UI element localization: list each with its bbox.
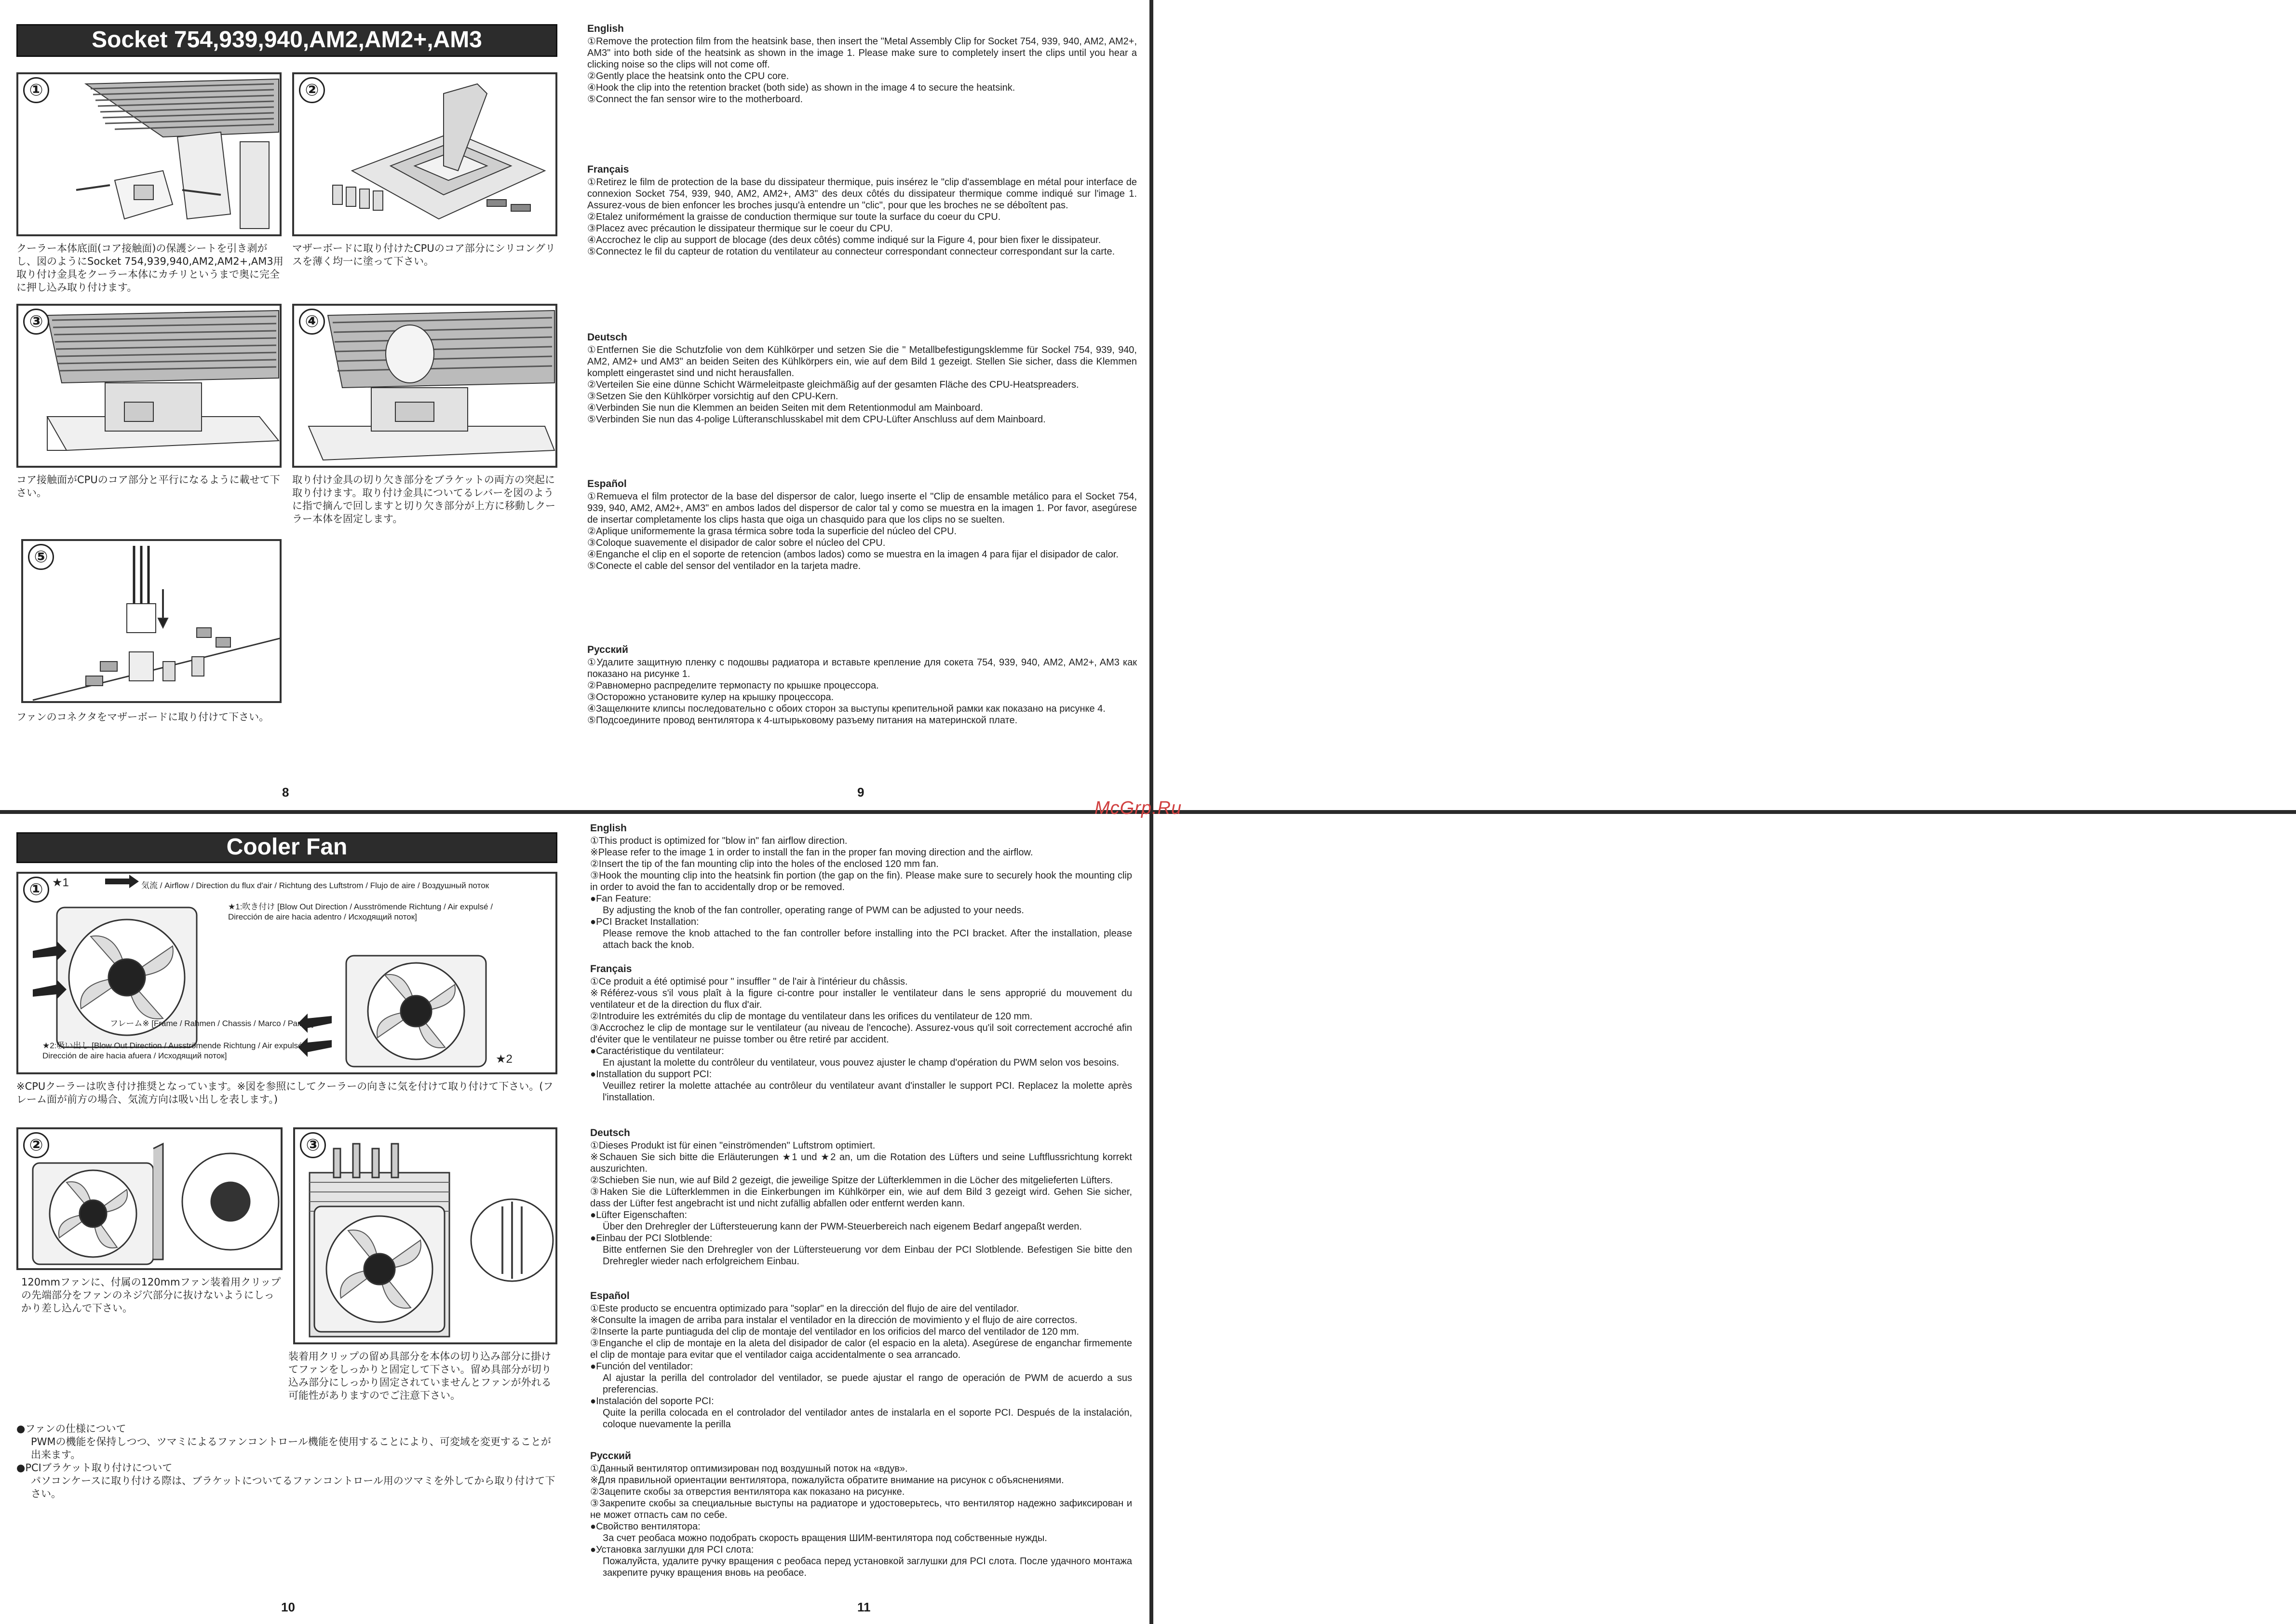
fan-figure-2 [16,1127,283,1270]
fan-lang-french [590,963,1132,1103]
instruction-line: ①Este producto se encuentra optimizado para "soplar" en la dirección del flujo de aire del ventilador. [590,1303,1019,1314]
page-number-8: 8 [282,785,289,799]
instruction-line: ②Aplique uniformemente la grasa térmica sobre toda la superficie del núcleo del CPU. [587,526,957,537]
socket-lang-german [587,332,1137,425]
instruction-line: ④Enganche el clip en el soporte de retencion (ambos lados) como se muestra en la imagen 4 para fijar el disipador de calor. [587,549,1119,560]
lang-heading: Deutsch [587,332,627,343]
socket-figure-2-caption: マザーボードに取り付けたCPUのコア部分にシリコングリスを薄く均一に塗って下さい。 [292,243,555,267]
figure-number: ③ [300,1132,326,1158]
instruction-line: ●Установка заглушки для PCI слота: [590,1544,754,1555]
instruction-line: ②Verteilen Sie eine dünne Schicht Wärmeleitpaste gleichmäßig auf der gesamten Fläche des CPU-Heatspreaders. [587,379,1079,390]
lang-heading: Français [590,963,632,974]
figure-number: ② [299,77,325,103]
instruction-line: ①Dieses Produkt ist für einen "einströmenden" Luftstrom optimiert. [590,1140,876,1151]
instruction-line: ②Etalez uniformément la graisse de conduction thermique sur toute la surface du coeur du CPU. [587,212,1001,222]
instruction-line: ●Installation du support PCI: [590,1069,712,1080]
instruction-line: ③Осторожно установите кулер на крышку процессора. [587,692,834,703]
lang-heading: Français [587,164,629,175]
instruction-line: ④Accrochez le clip au support de blocage (des deux côtés) comme indiqué sur la Figure 4, pour bien fixer le dissipateur. [587,235,1101,245]
instruction-line: За счет реобаса можно подобрать скорость вращения ШИМ-вентилятора под собственные нужды. [603,1533,1047,1543]
lang-heading: Español [590,1290,630,1301]
socket-figure-1-caption: クーラー本体底面(コア接触面)の保護シートを引き剥がし、図のようにSocket 754,939,940,AM2,AM2+,AM3用取り付け金具をクーラー本体にカチリというまで奥に完全に押し込み取り付けます。 [16,243,284,293]
clip-hook-illustration [294,306,557,468]
instruction-line: ●Instalación del soporte PCI: [590,1396,714,1407]
fan-clip-illustration [18,1129,283,1270]
socket-lang-french [587,164,1137,257]
instruction-line: ①Retirez le film de protection de la base du dissipateur thermique, puis insérez le "clip d'assemblage en métal pour interface de connexion Socket 754, 939, 940, AM2, AM2+, AM3" des deux côtés du dissipateur thermique comme indiqué sur l'image 1. Assurez-vous de bien enfoncer les broches jusqu'à entendre un "clic", pour que les broches ne se déboîtent pas. [587,177,1137,211]
socket-figure-3 [16,304,282,468]
instruction-line: ③Accrochez le clip de montage sur le ventilateur (au niveau de l'encoche). Assurez-vous qu'il soit correctement accroché afin d'éviter que le ventilateur ne puisse tomber ou être retiré par accident. [590,1023,1132,1045]
figure-number: ③ [23,309,49,335]
socket-figure-5-caption: ファンのコネクタをマザーボードに取り付けて下さい。 [16,711,270,723]
instruction-line: ●PCI Bracket Installation: [590,917,699,927]
instruction-line: ③Setzen Sie den Kühlkörper vorsichtig auf den CPU-Kern. [587,391,838,402]
airflow-frame: フレーム※ [Frame / Rahmen / Chassis / Marco / Рамка] [110,1019,314,1028]
instruction-line: ③Закрепите скобы за специальные выступы на радиаторе и удостоверьтесь, что вентилятор надежно зафиксирован и не может отпасть сам по себе. [590,1498,1132,1520]
fan-figure-3 [293,1127,557,1344]
instruction-line: ⑤Connectez le fil du capteur de rotation du ventilateur au connecteur correspondant connecteur correspondant sur la carte. [587,246,1115,257]
socket-figure-4 [292,304,557,468]
instruction-line: ①Remove the protection film from the heatsink base, then insert the "Metal Assembly Clip for Socket 754, 939, 940, AM2, AM2+, AM3" into both side of the heatsink as shown in the image 1. Please make sure to completely insert the clips until you hear a clicking noise so the clips will not come off. [587,36,1137,70]
instruction-line: ●Einbau der PCI Slotblende: [590,1233,713,1244]
instruction-line: Veuillez retirer la molette attachée au contrôleur du ventilateur avant d'installer le support PCI. Replacez la molette après l'installation. [603,1081,1132,1103]
instruction-line: ●Función del ventilador: [590,1361,693,1372]
instruction-line: ①Remueva el film protector de la base del dispersor de calor, luego inserte el "Clip de ensamble metálico para el Socket 754, 939, 940, AM2, AM2+, AM3" en ambos lados del dispersor de calor tal y como se muestra en la imagen 1. Por favor, asegúrese de insertar completamente los clips hasta que oiga un chasquido para que los clips no se suelten. [587,491,1137,525]
instruction-line: ②Равномерно распределите термопасту по крышке процессора. [587,680,879,691]
instruction-line: Please remove the knob attached to the fan controller before installing into the PCI bracket. After the installation, please attach back the knob. [603,928,1132,950]
fan-figure-2-caption: 120mmファンに、付属の120mmファン装着用クリップの先端部分をファンのネジ穴部分に抜けないようにしっかり差し込んで下さい。 [21,1276,281,1314]
instruction-line: ※Référez-vous s'il vous plaît à la figure ci-contre pour installer le ventilateur dans le sens approprié du mouvement du ventilateur et de la direction du flux d'air. [590,988,1132,1010]
socket-figure-5 [21,539,282,703]
instruction-line: Bitte entfernen Sie den Drehregler von der Lüftersteuerung vor dem Einbau der PCI Slotblende. Befestigen Sie bitte den Drehregler wieder nach erfolgreichem Einbau. [603,1245,1132,1267]
figure-number: ② [23,1132,49,1158]
airflow-blow-out: ★2:吸い出し [Blow Out Direction / Ausströmende Richtung / Air expulsé / Dirección de aire hacia afuera / Исходящий поток] [42,1041,308,1060]
socket-heading-text: Socket 754,939,940,AM2,AM2+,AM3 [92,27,482,53]
fan-figure-1-note: ※CPUクーラーは吹き付け推奨となっています。※図を参照にしてクーラーの向きに気を付けて取り付けて下さい。(フレーム面が前方の場合、気流方向は吸い出しを表します。) [16,1081,554,1105]
airflow-star1: ★1 [52,876,69,889]
instruction-line: ●Fan Feature: [590,893,651,904]
instruction-line: ③Enganche el clip de montaje en la aleta del disipador de calor (el espacio en la aleta). Asegúrese de enganchar firmemente el clip de montaje para evitar que el ventilador caiga accidentalmente o sea arrancado. [590,1338,1132,1360]
instruction-line: ●Свойство вентилятора: [590,1521,701,1532]
socket-lang-russian [587,644,1137,726]
instruction-line: ①Entfernen Sie die Schutzfolie von dem Kühlkörper und setzen Sie die " Metallbefestigungsklemme für Sockel 754, 939, 940, AM2, AM2+ und AM3" an beiden Seiten des Kühlkörpers ein, wie auf dem Bild 1 gezeigt. Stellen Sie sicher, dass die Klemmen komplett eingerastet sind und nicht herausfallen. [587,345,1137,379]
socket-figure-2 [292,72,557,236]
note-line: ●ファンの仕様について [16,1423,126,1435]
instruction-line: ②Schieben Sie nun, wie auf Bild 2 gezeigt, die jeweilige Spitze der Lüfterklemmen in die Löcher des mitgelieferten Lüfters. [590,1175,1113,1186]
instruction-line: ③Hook the mounting clip into the heatsink fin portion (the gap on the fin). Please make sure to securely hook the mounting clip in order to avoid the fan to accidentally drop or be removed. [590,870,1132,893]
socket-heading [16,24,557,57]
instruction-line: ※Для правильной ориентации вентилятора, пожалуйста обратите внимание на рисунок с объяснениями. [590,1475,1064,1486]
watermark: McGrp.Ru [1094,798,1182,818]
instruction-line: ※Consulte la imagen de arriba para instalar el ventilador en la dirección de movimiento y el flujo de aire correctos. [590,1315,1078,1326]
fan-connector-illustration [23,541,282,703]
heatsink-placement-illustration [18,306,282,468]
instruction-line: ⑤Verbinden Sie nun das 4-polige Lüfteranschlusskabel mit dem CPU-Lüfter Anschluss auf dem Mainboard. [587,414,1046,425]
instruction-line: Quite la perilla colocada en el controlador del ventilador antes de instalarla en el soporte PCI. Después de la instalación, coloque nuevamente la perilla [603,1407,1132,1430]
lang-heading: Español [587,478,627,489]
instruction-line: ②Introduire les extrémités du clip de montage du ventilateur dans les orifices du ventilateur de 120 mm. [590,1011,1033,1022]
socket-figure-1 [16,72,282,236]
socket-lang-spanish [587,478,1137,572]
cooler-fan-heading [16,832,557,863]
instruction-line: ①Удалите защитную пленку с подошвы радиатора и вставьте крепление для сокета 754, 939, 940, AM2, AM2+, AM3 как показано на рисунке 1. [587,657,1137,679]
lang-heading: English [590,823,627,834]
fan-lang-english [590,823,1132,951]
instruction-line: ①This product is optimized for "blow in" fan airflow direction. [590,836,848,846]
fan-figure-3-caption: 装着用クリップの留め具部分を本体の切り込み部分に掛けてファンをしっかりと固定して下さい。留め具部分が切り込み部分にしっかり固定されていませんとファンが外れる可能性がありますのでご注意下さい。 [288,1351,552,1401]
figure-number: ⑤ [28,544,54,570]
instruction-line: ②Insert the tip of the fan mounting clip into the holes of the enclosed 120 mm fan. [590,859,939,869]
instruction-line: By adjusting the knob of the fan controller, operating range of PWM can be adjusted to your needs. [603,905,1024,916]
lang-heading: Русский [590,1450,631,1462]
page-number-10: 10 [281,1600,295,1614]
instruction-line: ④Hook the clip into the retention bracket (both side) as shown in the image 4 to secure the heatsink. [587,82,1015,93]
instruction-line: ②Gently place the heatsink onto the CPU core. [587,71,789,81]
instruction-line: ①Данный вентилятор оптимизирован под воздушный поток на «вдув». [590,1463,908,1474]
instruction-line: Al ajustar la perilla del controlador del ventilador, se puede ajustar el rango de operación de PWM de acuerdo a sus preferencias. [603,1373,1132,1395]
socket-lang-english [587,23,1137,105]
fan-lang-russian [590,1450,1132,1579]
instruction-line: ④Verbinden Sie nun die Klemmen an beiden Seiten mit dem Retentionmodul am Mainboard. [587,403,983,413]
instruction-line: Пожалуйста, удалите ручку вращения с реобаса перед установкой заглушки для PCI слота. После удачного монтажа закрепите ручку вращения вновь на реобасе. [603,1556,1132,1578]
airflow-label: 気流 / Airflow / Direction du flux d'air / Richtung des Luftstrom / Flujo de aire / Воздушный поток [141,881,489,890]
lang-heading: Deutsch [590,1127,630,1138]
instruction-line: ①Ce produit a été optimisé pour " insuffler " de l'air à l'intérieur du châssis. [590,976,908,987]
heatsink-clip-illustration [18,74,282,236]
instruction-line: En ajustant la molette du contrôleur du ventilateur, vous pouvez ajuster le champ d'opération du PWM selon vos besoins. [603,1057,1120,1068]
instruction-line: ②Inserte la parte puntiaguda del clip de montaje del ventilador en los orificios del marco del ventilador de 120 mm. [590,1326,1080,1337]
instruction-line: ③Coloque suavemente el disipador de calor sobre el núcleo del CPU. [587,538,886,548]
figure-number: ① [23,877,49,903]
fan-lang-german [590,1127,1132,1267]
fan-notes-jp [16,1422,557,1501]
instruction-line: ※Please refer to the image 1 in order to install the fan in the proper fan moving direction and the airflow. [590,847,1033,858]
instruction-line: ④Защелкните клипсы последовательно с обоих сторон за выступы крепительной рамки как показано на рисунке 4. [587,704,1106,714]
instruction-line: Über den Drehregler der Lüftersteuerung kann der PWM-Steuerbereich nach eigenem Bedarf angepaßt werden. [603,1221,1082,1232]
instruction-line: ⑤Conecte el cable del sensor del ventilador en la tarjeta madre. [587,561,861,571]
instruction-line: ③Haken Sie die Lüfterklemmen in die Einkerbungen im Kühlkörper ein, wie auf dem Bild 3 gezeigt wird. Gehen Sie sicher, dass der Lüfter fest angebracht ist und nicht zufällig abfallen oder entfernt werden kann. [590,1187,1132,1209]
socket-figure-3-caption: コア接触面がCPUのコア部分と平行になるように載せて下さい。 [16,474,280,499]
note-line: ●PCIブラケット取り付けについて [16,1462,173,1474]
instruction-line: ●Lüfter Eigenschaften: [590,1210,688,1220]
instruction-line: ②Зацепите скобы за отверстия вентилятора как показано на рисунке. [590,1487,905,1497]
instruction-line: ※Schauen Sie sich bitte die Erläuterungen ★1 und ★2 an, um die Rotation des Lüfters und seine Luftflussrichtung korrekt auszurichten. [590,1152,1132,1174]
cooler-fan-heading-text: Cooler Fan [226,834,348,860]
note-line: パソコンケースに取り付ける際は、ブラケットについてるファンコントロール用のツマミを外してから取り付けて下さい。 [31,1475,555,1500]
instruction-line: ③Placez avec précaution le dissipateur thermique sur le coeur du CPU. [587,223,893,234]
instruction-line: ⑤Connect the fan sensor wire to the motherboard. [587,94,803,105]
airflow-star2: ★2 [496,1053,513,1066]
lang-heading: English [587,23,624,34]
instruction-line: ●Caractéristique du ventilateur: [590,1046,724,1056]
note-line: PWMの機能を保持しつつ、ツマミによるファンコントロール機能を使用することにより、可変域を変更することが出来ます。 [31,1436,551,1461]
airflow-blow-in: ★1:吹き付け [Blow Out Direction / Ausströmende Richtung / Air expulsé / Dirección de aire hacia adentro / Исходящий поток] [228,902,493,921]
page-number-9: 9 [857,785,864,799]
figure-number: ① [23,77,49,103]
page-number-11: 11 [857,1600,871,1614]
fan-lang-spanish [590,1290,1132,1430]
fan-figure-1 [16,872,557,1074]
figure-number: ④ [299,309,325,335]
fan-mount-illustration [295,1129,557,1344]
cpu-paste-illustration [294,74,557,236]
instruction-line: ⑤Подсоедините провод вентилятора к 4-штырьковому разъему питания на материнской плате. [587,715,1018,726]
socket-figure-4-caption: 取り付け金具の切り欠き部分をブラケットの両方の突起に取り付けます。取り付け金具についてるレバーを図のように指で摘んで回しますと切り欠き部分が上方に移動しクーラー本体を固定します。 [292,474,555,525]
lang-heading: Русский [587,644,628,655]
